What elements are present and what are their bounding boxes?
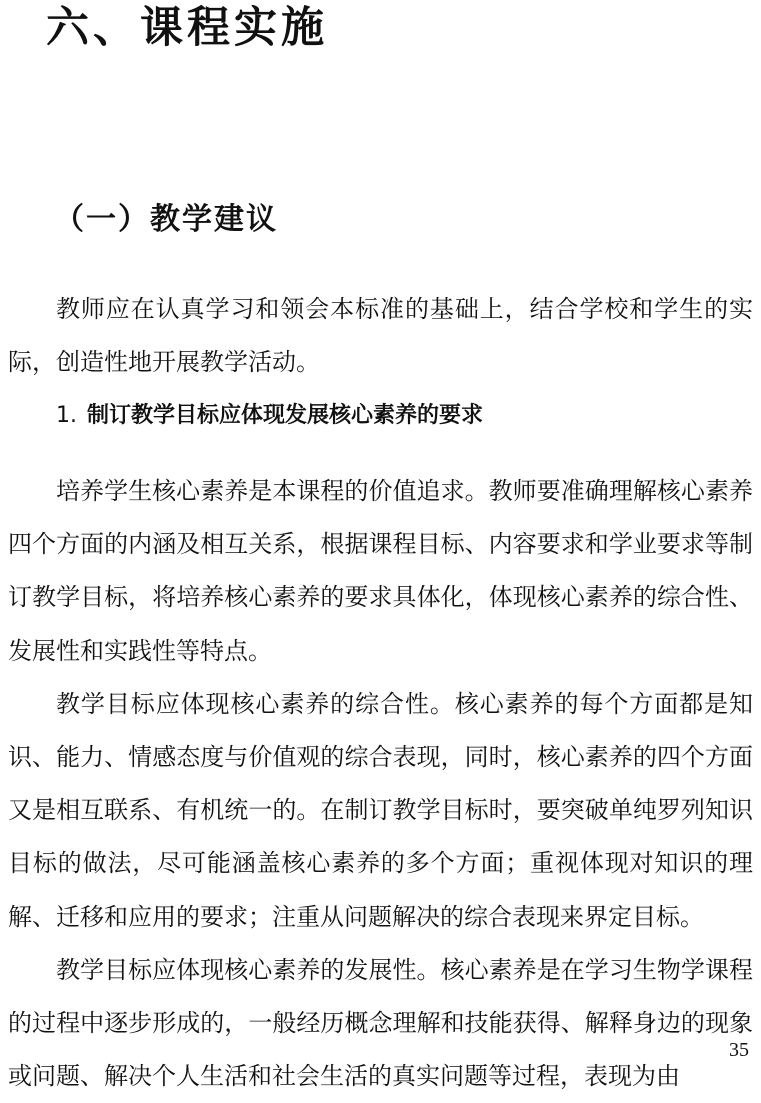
subsection-title: 制订教学目标应体现发展核心素养的要求 [87, 403, 484, 428]
section-title: （一）教学建议 [54, 202, 278, 237]
body-paragraph-2: 教学目标应体现核心素养的综合性。核心素养的每个方面都是知识、能力、情感态度与价值观的综合表现，同时，核心素养的四个方面又是相互联系、有机统一的。在制订教学目标时，要突破单纯罗列知识目标的做法，尽可能涵盖核心素养的多个方面；重视体现对知识的理解、迁移和应用的要求；注重从问题解决的综合表现来界定目标。 [8, 689, 753, 931]
body-text [8, 465, 753, 1103]
subsection-number: 1. [56, 403, 77, 428]
body-paragraph-3: 教学目标应体现核心素养的发展性。核心素养是在学习生物学课程的过程中逐步形成的，一般经历概念理解和技能获得、解释身边的现象或问题、解决个人生活和社会生活的真实问题等过程，表现为由 [8, 955, 753, 1091]
intro-paragraph: 教师应在认真学习和领会本标准的基础上，结合学校和学生的实际，创造性地开展教学活动。 [8, 295, 753, 377]
subsection-heading [56, 396, 483, 436]
page-number: 35 [729, 1039, 749, 1061]
chapter-title: 六、课程实施 [46, 3, 328, 53]
body-paragraph-1: 培养学生核心素养是本课程的价值追求。教师要准确理解核心素养四个方面的内涵及相互关系，根据课程目标、内容要求和学业要求等制订教学目标，将培养核心素养的要求具体化，体现核心素养的综合性、发展性和实践性等特点。 [8, 477, 753, 665]
